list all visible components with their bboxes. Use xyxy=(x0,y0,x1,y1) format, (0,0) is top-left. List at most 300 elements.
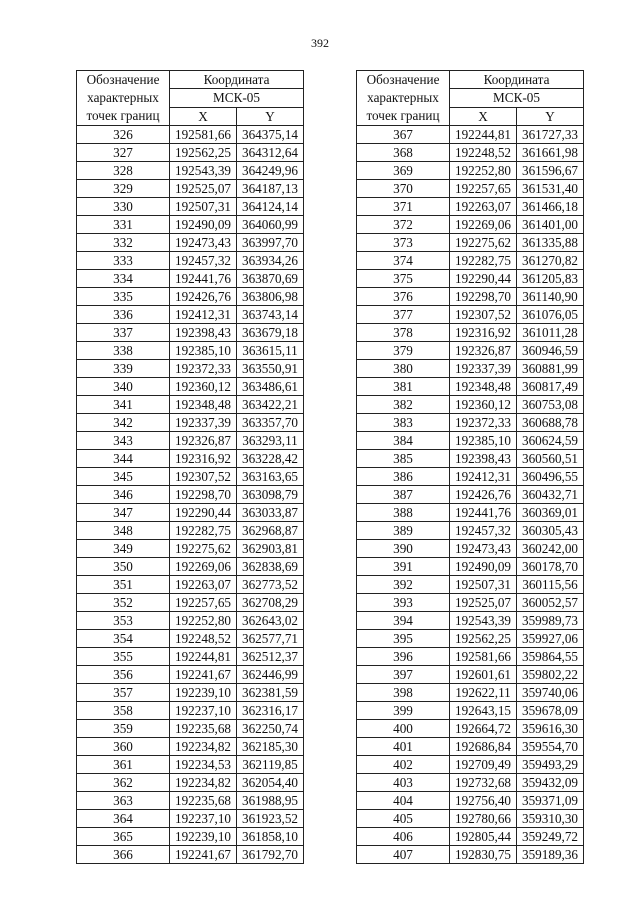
point-number-cell: 404 xyxy=(357,792,450,810)
point-label-line: Обозначение xyxy=(366,72,440,87)
y-coordinate-cell: 361205,83 xyxy=(517,270,584,288)
x-coordinate-cell: 192234,82 xyxy=(170,738,237,756)
y-coordinate-cell: 361076,05 xyxy=(517,306,584,324)
point-number-cell: 354 xyxy=(77,630,170,648)
table-row xyxy=(357,828,584,846)
table-row xyxy=(77,558,304,576)
y-coordinate-cell: 359371,09 xyxy=(517,792,584,810)
table-row xyxy=(357,360,584,378)
x-coordinate-cell: 192507,31 xyxy=(170,198,237,216)
table-row xyxy=(77,522,304,540)
x-coordinate-cell: 192398,43 xyxy=(170,324,237,342)
y-coordinate-cell: 359740,06 xyxy=(517,684,584,702)
y-coordinate-cell: 362773,52 xyxy=(237,576,304,594)
x-coordinate-cell: 192441,76 xyxy=(450,504,517,522)
table-row xyxy=(357,630,584,648)
y-coordinate-cell: 363163,65 xyxy=(237,468,304,486)
y-coordinate-cell: 362838,69 xyxy=(237,558,304,576)
y-coordinate-cell: 360560,51 xyxy=(517,450,584,468)
table-row xyxy=(357,846,584,864)
x-coordinate-cell: 192562,25 xyxy=(170,144,237,162)
x-coordinate-cell: 192237,10 xyxy=(170,810,237,828)
point-number-cell: 353 xyxy=(77,612,170,630)
point-number-cell: 387 xyxy=(357,486,450,504)
x-coordinate-cell: 192426,76 xyxy=(170,288,237,306)
table-row xyxy=(77,774,304,792)
table-row xyxy=(357,252,584,270)
point-number-cell: 379 xyxy=(357,342,450,360)
table-row xyxy=(77,360,304,378)
point-number-cell: 368 xyxy=(357,144,450,162)
point-number-cell: 357 xyxy=(77,684,170,702)
table-row xyxy=(77,414,304,432)
y-coordinate-cell: 362250,74 xyxy=(237,720,304,738)
table-row xyxy=(357,342,584,360)
y-coordinate-cell: 361858,10 xyxy=(237,828,304,846)
point-number-cell: 339 xyxy=(77,360,170,378)
y-coordinate-cell: 363550,91 xyxy=(237,360,304,378)
y-coordinate-cell: 363997,70 xyxy=(237,234,304,252)
point-number-cell: 327 xyxy=(77,144,170,162)
table-row xyxy=(77,252,304,270)
x-coordinate-cell: 192290,44 xyxy=(170,504,237,522)
table-row xyxy=(77,594,304,612)
table-row xyxy=(77,324,304,342)
table-row xyxy=(77,306,304,324)
coordinates-table-left xyxy=(76,70,304,864)
x-coordinate-cell: 192326,87 xyxy=(450,342,517,360)
x-coordinate-cell: 192507,31 xyxy=(450,576,517,594)
x-coordinate-cell: 192275,62 xyxy=(450,234,517,252)
y-coordinate-cell: 360305,43 xyxy=(517,522,584,540)
table-row xyxy=(77,432,304,450)
y-coordinate-cell: 360753,08 xyxy=(517,396,584,414)
y-coordinate-cell: 362054,40 xyxy=(237,774,304,792)
table-row xyxy=(357,216,584,234)
point-number-cell: 332 xyxy=(77,234,170,252)
table-row xyxy=(357,324,584,342)
y-coordinate-cell: 362185,30 xyxy=(237,738,304,756)
x-column-header: X xyxy=(450,107,517,125)
point-number-cell: 396 xyxy=(357,648,450,666)
x-coordinate-cell: 192298,70 xyxy=(450,288,517,306)
y-coordinate-cell: 360496,55 xyxy=(517,468,584,486)
point-label-line: характерных xyxy=(87,90,159,105)
table-row xyxy=(77,342,304,360)
table-row xyxy=(77,180,304,198)
y-coordinate-cell: 363293,11 xyxy=(237,432,304,450)
y-coordinate-cell: 361401,00 xyxy=(517,216,584,234)
y-coordinate-cell: 359432,09 xyxy=(517,774,584,792)
y-coordinate-cell: 362316,17 xyxy=(237,702,304,720)
point-number-cell: 359 xyxy=(77,720,170,738)
point-number-cell: 407 xyxy=(357,846,450,864)
table-row xyxy=(77,630,304,648)
table-row xyxy=(357,180,584,198)
table-row xyxy=(77,162,304,180)
point-designation-header xyxy=(357,71,450,126)
y-coordinate-cell: 361140,90 xyxy=(517,288,584,306)
y-coordinate-cell: 360432,71 xyxy=(517,486,584,504)
point-number-cell: 337 xyxy=(77,324,170,342)
point-number-cell: 380 xyxy=(357,360,450,378)
table-row xyxy=(77,396,304,414)
point-number-cell: 406 xyxy=(357,828,450,846)
point-number-cell: 405 xyxy=(357,810,450,828)
x-coordinate-cell: 192348,48 xyxy=(170,396,237,414)
point-label-line: точек границ xyxy=(366,108,440,123)
point-number-cell: 377 xyxy=(357,306,450,324)
x-coordinate-cell: 192239,10 xyxy=(170,828,237,846)
y-coordinate-cell: 359493,29 xyxy=(517,756,584,774)
y-coordinate-cell: 359189,36 xyxy=(517,846,584,864)
y-coordinate-cell: 359678,09 xyxy=(517,702,584,720)
x-coordinate-cell: 192709,49 xyxy=(450,756,517,774)
x-coordinate-cell: 192830,75 xyxy=(450,846,517,864)
y-coordinate-cell: 362381,59 xyxy=(237,684,304,702)
table-row xyxy=(77,648,304,666)
coordinates-table-right xyxy=(356,70,584,864)
y-coordinate-cell: 361335,88 xyxy=(517,234,584,252)
point-number-cell: 395 xyxy=(357,630,450,648)
x-coordinate-cell: 192473,43 xyxy=(450,540,517,558)
page-number: 392 xyxy=(311,36,329,50)
x-coordinate-cell: 192372,33 xyxy=(450,414,517,432)
x-coordinate-cell: 192426,76 xyxy=(450,486,517,504)
y-coordinate-cell: 359864,55 xyxy=(517,648,584,666)
x-coordinate-cell: 192457,32 xyxy=(170,252,237,270)
y-column-header: Y xyxy=(517,107,584,125)
table-row xyxy=(77,702,304,720)
y-column-header: Y xyxy=(237,107,304,125)
x-coordinate-cell: 192398,43 xyxy=(450,450,517,468)
y-coordinate-cell: 360369,01 xyxy=(517,504,584,522)
table-row xyxy=(357,702,584,720)
point-number-cell: 371 xyxy=(357,198,450,216)
table-row xyxy=(77,270,304,288)
y-coordinate-cell: 360817,49 xyxy=(517,378,584,396)
point-number-cell: 367 xyxy=(357,126,450,144)
coordinate-title-header: Координата xyxy=(170,71,304,89)
point-number-cell: 372 xyxy=(357,216,450,234)
table-row xyxy=(357,126,584,144)
table-row xyxy=(357,810,584,828)
y-coordinate-cell: 363806,98 xyxy=(237,288,304,306)
point-number-cell: 397 xyxy=(357,666,450,684)
table-row xyxy=(77,198,304,216)
x-coordinate-cell: 192581,66 xyxy=(170,126,237,144)
table-row xyxy=(357,594,584,612)
x-coordinate-cell: 192282,75 xyxy=(170,522,237,540)
point-number-cell: 345 xyxy=(77,468,170,486)
y-coordinate-cell: 363743,14 xyxy=(237,306,304,324)
point-designation-header xyxy=(77,71,170,126)
point-number-cell: 402 xyxy=(357,756,450,774)
x-coordinate-cell: 192732,68 xyxy=(450,774,517,792)
x-coordinate-cell: 192316,92 xyxy=(450,324,517,342)
x-coordinate-cell: 192244,81 xyxy=(450,126,517,144)
table-row xyxy=(77,540,304,558)
x-coordinate-cell: 192490,09 xyxy=(450,558,517,576)
y-coordinate-cell: 363228,42 xyxy=(237,450,304,468)
y-coordinate-cell: 364312,64 xyxy=(237,144,304,162)
y-coordinate-cell: 362643,02 xyxy=(237,612,304,630)
table-row xyxy=(357,450,584,468)
x-coordinate-cell: 192239,10 xyxy=(170,684,237,702)
point-number-cell: 390 xyxy=(357,540,450,558)
x-coordinate-cell: 192412,31 xyxy=(170,306,237,324)
table-row xyxy=(77,666,304,684)
x-coordinate-cell: 192348,48 xyxy=(450,378,517,396)
table-row xyxy=(357,378,584,396)
y-coordinate-cell: 364249,96 xyxy=(237,162,304,180)
y-coordinate-cell: 359802,22 xyxy=(517,666,584,684)
x-coordinate-cell: 192543,39 xyxy=(170,162,237,180)
y-coordinate-cell: 360052,57 xyxy=(517,594,584,612)
y-coordinate-cell: 360115,56 xyxy=(517,576,584,594)
table-row xyxy=(77,450,304,468)
y-coordinate-cell: 361270,82 xyxy=(517,252,584,270)
table-row xyxy=(357,432,584,450)
x-coordinate-cell: 192307,52 xyxy=(170,468,237,486)
table-row xyxy=(77,684,304,702)
table-row xyxy=(357,162,584,180)
y-coordinate-cell: 361727,33 xyxy=(517,126,584,144)
y-coordinate-cell: 359927,06 xyxy=(517,630,584,648)
x-coordinate-cell: 192241,67 xyxy=(170,846,237,864)
table-row xyxy=(77,612,304,630)
point-number-cell: 330 xyxy=(77,198,170,216)
y-coordinate-cell: 363870,69 xyxy=(237,270,304,288)
point-number-cell: 364 xyxy=(77,810,170,828)
point-number-cell: 401 xyxy=(357,738,450,756)
table-row xyxy=(77,738,304,756)
point-number-cell: 341 xyxy=(77,396,170,414)
y-coordinate-cell: 363934,26 xyxy=(237,252,304,270)
table-row xyxy=(357,486,584,504)
table-row xyxy=(77,468,304,486)
x-coordinate-cell: 192664,72 xyxy=(450,720,517,738)
x-coordinate-cell: 192457,32 xyxy=(450,522,517,540)
point-number-cell: 391 xyxy=(357,558,450,576)
y-coordinate-cell: 363679,18 xyxy=(237,324,304,342)
table-row xyxy=(77,720,304,738)
y-coordinate-cell: 360881,99 xyxy=(517,360,584,378)
x-coordinate-cell: 192686,84 xyxy=(450,738,517,756)
point-number-cell: 382 xyxy=(357,396,450,414)
x-coordinate-cell: 192490,09 xyxy=(170,216,237,234)
point-number-cell: 361 xyxy=(77,756,170,774)
x-coordinate-cell: 192237,10 xyxy=(170,702,237,720)
point-number-cell: 392 xyxy=(357,576,450,594)
x-coordinate-cell: 192562,25 xyxy=(450,630,517,648)
x-coordinate-cell: 192643,15 xyxy=(450,702,517,720)
point-number-cell: 385 xyxy=(357,450,450,468)
x-column-header: X xyxy=(170,107,237,125)
x-coordinate-cell: 192525,07 xyxy=(170,180,237,198)
y-coordinate-cell: 364187,13 xyxy=(237,180,304,198)
table-row xyxy=(357,522,584,540)
x-coordinate-cell: 192360,12 xyxy=(170,378,237,396)
point-number-cell: 399 xyxy=(357,702,450,720)
point-number-cell: 352 xyxy=(77,594,170,612)
x-coordinate-cell: 192543,39 xyxy=(450,612,517,630)
coordinate-system-header: МСК-05 xyxy=(450,89,584,107)
y-coordinate-cell: 359554,70 xyxy=(517,738,584,756)
table-row xyxy=(357,144,584,162)
point-number-cell: 388 xyxy=(357,504,450,522)
point-number-cell: 347 xyxy=(77,504,170,522)
table-row xyxy=(357,558,584,576)
x-coordinate-cell: 192234,53 xyxy=(170,756,237,774)
x-coordinate-cell: 192316,92 xyxy=(170,450,237,468)
point-number-cell: 334 xyxy=(77,270,170,288)
x-coordinate-cell: 192372,33 xyxy=(170,360,237,378)
point-number-cell: 350 xyxy=(77,558,170,576)
y-coordinate-cell: 364124,14 xyxy=(237,198,304,216)
table-row xyxy=(357,396,584,414)
y-coordinate-cell: 360624,59 xyxy=(517,432,584,450)
point-number-cell: 378 xyxy=(357,324,450,342)
x-coordinate-cell: 192282,75 xyxy=(450,252,517,270)
x-coordinate-cell: 192360,12 xyxy=(450,396,517,414)
table-row xyxy=(357,504,584,522)
point-number-cell: 343 xyxy=(77,432,170,450)
x-coordinate-cell: 192248,52 xyxy=(170,630,237,648)
table-row xyxy=(357,540,584,558)
point-number-cell: 351 xyxy=(77,576,170,594)
x-coordinate-cell: 192601,61 xyxy=(450,666,517,684)
y-coordinate-cell: 362708,29 xyxy=(237,594,304,612)
y-coordinate-cell: 363422,21 xyxy=(237,396,304,414)
coordinate-system-header: МСК-05 xyxy=(170,89,304,107)
y-coordinate-cell: 361661,98 xyxy=(517,144,584,162)
point-number-cell: 360 xyxy=(77,738,170,756)
point-number-cell: 363 xyxy=(77,792,170,810)
x-coordinate-cell: 192307,52 xyxy=(450,306,517,324)
y-coordinate-cell: 361988,95 xyxy=(237,792,304,810)
point-number-cell: 365 xyxy=(77,828,170,846)
x-coordinate-cell: 192298,70 xyxy=(170,486,237,504)
table-row xyxy=(357,198,584,216)
point-number-cell: 381 xyxy=(357,378,450,396)
x-coordinate-cell: 192234,82 xyxy=(170,774,237,792)
y-coordinate-cell: 362512,37 xyxy=(237,648,304,666)
point-number-cell: 370 xyxy=(357,180,450,198)
table-row xyxy=(357,648,584,666)
point-number-cell: 336 xyxy=(77,306,170,324)
point-number-cell: 348 xyxy=(77,522,170,540)
x-coordinate-cell: 192525,07 xyxy=(450,594,517,612)
point-number-cell: 403 xyxy=(357,774,450,792)
y-coordinate-cell: 360688,78 xyxy=(517,414,584,432)
point-label-line: характерных xyxy=(367,90,439,105)
x-coordinate-cell: 192385,10 xyxy=(170,342,237,360)
point-number-cell: 389 xyxy=(357,522,450,540)
table-row xyxy=(357,576,584,594)
table-body-right xyxy=(357,126,584,864)
x-coordinate-cell: 192412,31 xyxy=(450,468,517,486)
y-coordinate-cell: 363615,11 xyxy=(237,342,304,360)
x-coordinate-cell: 192269,06 xyxy=(450,216,517,234)
y-coordinate-cell: 363357,70 xyxy=(237,414,304,432)
table-row xyxy=(77,756,304,774)
point-number-cell: 400 xyxy=(357,720,450,738)
point-number-cell: 393 xyxy=(357,594,450,612)
table-row xyxy=(77,486,304,504)
point-number-cell: 374 xyxy=(357,252,450,270)
table-row xyxy=(77,576,304,594)
y-coordinate-cell: 359249,72 xyxy=(517,828,584,846)
table-row xyxy=(77,846,304,864)
point-number-cell: 384 xyxy=(357,432,450,450)
table-row xyxy=(357,720,584,738)
table-row xyxy=(357,738,584,756)
x-coordinate-cell: 192473,43 xyxy=(170,234,237,252)
point-number-cell: 346 xyxy=(77,486,170,504)
table-row xyxy=(357,756,584,774)
x-coordinate-cell: 192257,65 xyxy=(450,180,517,198)
x-coordinate-cell: 192252,80 xyxy=(170,612,237,630)
point-number-cell: 366 xyxy=(77,846,170,864)
y-coordinate-cell: 361531,40 xyxy=(517,180,584,198)
x-coordinate-cell: 192756,40 xyxy=(450,792,517,810)
point-number-cell: 386 xyxy=(357,468,450,486)
table-row xyxy=(357,306,584,324)
y-coordinate-cell: 363486,61 xyxy=(237,378,304,396)
point-number-cell: 329 xyxy=(77,180,170,198)
y-coordinate-cell: 359310,30 xyxy=(517,810,584,828)
point-number-cell: 331 xyxy=(77,216,170,234)
table-row xyxy=(77,234,304,252)
table-row xyxy=(357,234,584,252)
point-number-cell: 394 xyxy=(357,612,450,630)
y-coordinate-cell: 362446,99 xyxy=(237,666,304,684)
table-row xyxy=(357,414,584,432)
x-coordinate-cell: 192241,67 xyxy=(170,666,237,684)
y-coordinate-cell: 359989,73 xyxy=(517,612,584,630)
point-label-line: точек границ xyxy=(86,108,160,123)
y-coordinate-cell: 361792,70 xyxy=(237,846,304,864)
x-coordinate-cell: 192263,07 xyxy=(450,198,517,216)
y-coordinate-cell: 361923,52 xyxy=(237,810,304,828)
point-number-cell: 383 xyxy=(357,414,450,432)
table-row xyxy=(77,216,304,234)
y-coordinate-cell: 362577,71 xyxy=(237,630,304,648)
x-coordinate-cell: 192290,44 xyxy=(450,270,517,288)
y-coordinate-cell: 360242,00 xyxy=(517,540,584,558)
y-coordinate-cell: 361596,67 xyxy=(517,162,584,180)
point-number-cell: 398 xyxy=(357,684,450,702)
table-body-left xyxy=(77,126,304,864)
x-coordinate-cell: 192385,10 xyxy=(450,432,517,450)
point-number-cell: 362 xyxy=(77,774,170,792)
point-number-cell: 373 xyxy=(357,234,450,252)
point-number-cell: 328 xyxy=(77,162,170,180)
y-coordinate-cell: 361466,18 xyxy=(517,198,584,216)
point-number-cell: 335 xyxy=(77,288,170,306)
table-row xyxy=(77,810,304,828)
point-number-cell: 342 xyxy=(77,414,170,432)
x-coordinate-cell: 192248,52 xyxy=(450,144,517,162)
y-coordinate-cell: 362119,85 xyxy=(237,756,304,774)
x-coordinate-cell: 192622,11 xyxy=(450,684,517,702)
table-row xyxy=(357,792,584,810)
point-number-cell: 326 xyxy=(77,126,170,144)
table-row xyxy=(77,504,304,522)
table-row xyxy=(357,684,584,702)
table-row xyxy=(357,288,584,306)
